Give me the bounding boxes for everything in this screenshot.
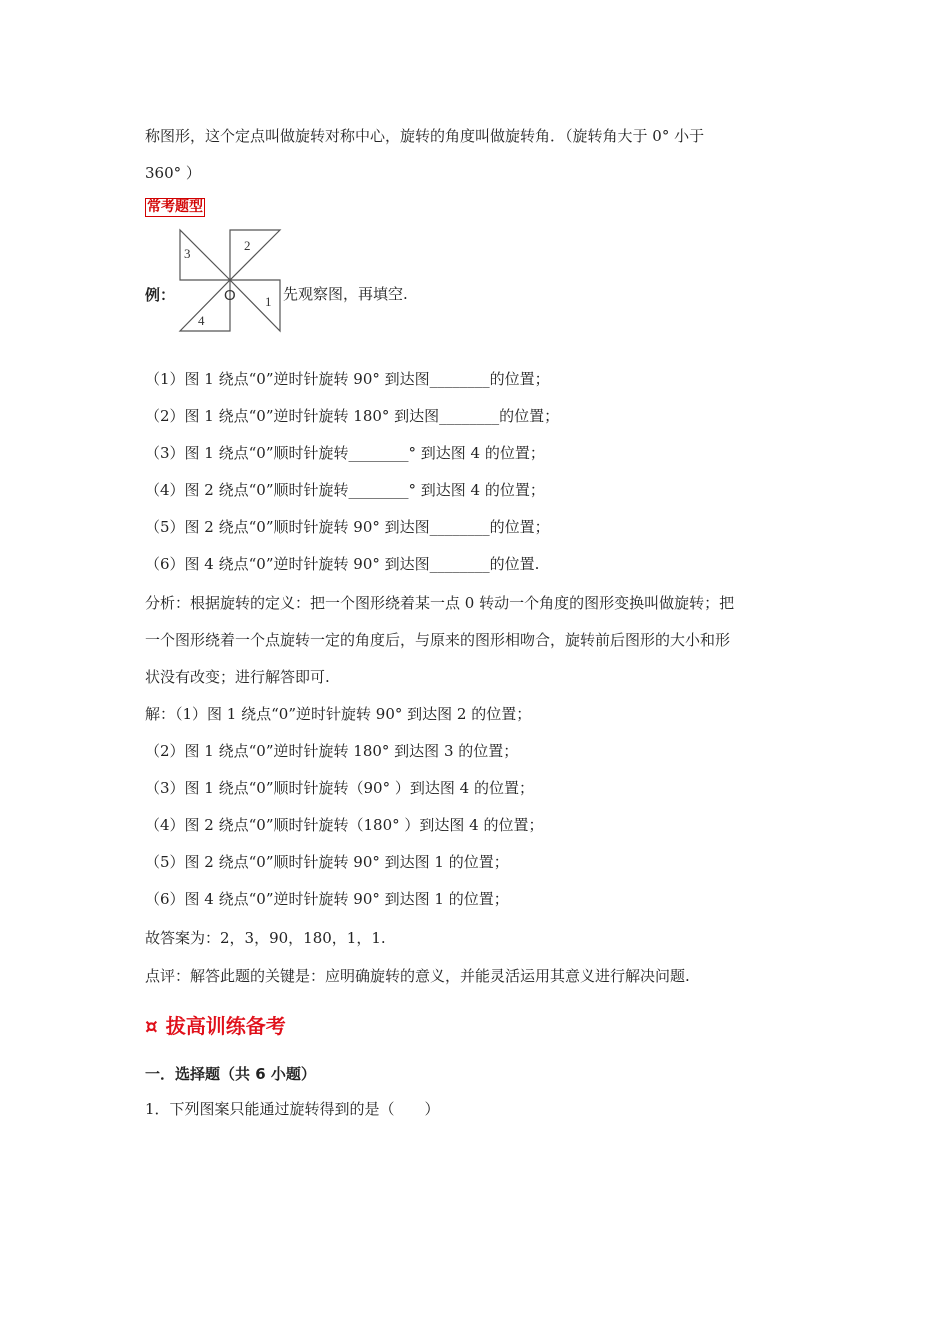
- question-3: （3）图 1 绕点“0”顺时针旋转________° 到达图 4 的位置；: [145, 444, 545, 462]
- solution-line-2: （2）图 1 绕点“0”逆时针旋转 180° 到达图 3 的位置；: [145, 742, 519, 760]
- rotation-figure: [178, 228, 282, 334]
- section-heading-text: 拔高训练备考: [165, 1014, 286, 1038]
- section-mark: ¤: [145, 1014, 158, 1038]
- question-1: （1）图 1 绕点“0”逆时针旋转 90° 到达图________的位置；: [145, 370, 550, 388]
- question-2: （2）图 1 绕点“0”逆时针旋转 180° 到达图________的位置；: [145, 407, 560, 425]
- example-label: 例：: [145, 286, 176, 304]
- figure-label-4: 4: [198, 313, 205, 328]
- subsection-heading: 一．选择题（共 6 小题）: [145, 1065, 316, 1083]
- question-6: （6）图 4 绕点“0”逆时针旋转 90° 到达图________的位置.: [145, 555, 540, 573]
- intro-line-2: 360° ）: [145, 164, 201, 182]
- triangle-1: [230, 280, 280, 331]
- question-4: （4）图 2 绕点“0”顺时针旋转________° 到达图 4 的位置；: [145, 481, 545, 499]
- figure-label-1: 1: [265, 294, 272, 309]
- solution-line-1: 解：（1）图 1 绕点“0”逆时针旋转 90° 到达图 2 的位置；: [145, 705, 532, 723]
- analysis-line-1: 分析：根据旋转的定义：把一个图形绕着某一点 0 转动一个角度的图形变换叫做旋转；把: [145, 594, 735, 612]
- practice-question-1: 1．下列图案只能通过旋转得到的是（ ）: [145, 1100, 440, 1118]
- example-instruction: 先观察图，再填空.: [283, 285, 408, 303]
- figure-label-2: 2: [244, 238, 251, 253]
- solution-line-5: （5）图 2 绕点“0”顺时针旋转 90° 到达图 1 的位置；: [145, 853, 509, 871]
- answer-line: 故答案为：2，3，90，180，1，1.: [145, 929, 386, 947]
- section-heading: [145, 1010, 286, 1039]
- analysis-line-2: 一个图形绕着一个点旋转一定的角度后，与原来的图形相吻合，旋转前后图形的大小和形: [145, 631, 731, 649]
- comment-line: 点评：解答此题的关键是：应明确旋转的意义，并能灵活运用其意义进行解决问题.: [145, 967, 690, 985]
- figure-label-3: 3: [184, 246, 191, 261]
- solution-line-3: （3）图 1 绕点“0”顺时针旋转（90° ）到达图 4 的位置；: [145, 779, 534, 797]
- triangle-4: [180, 280, 230, 331]
- solution-line-6: （6）图 4 绕点“0”逆时针旋转 90° 到达图 1 的位置；: [145, 890, 509, 908]
- question-5: （5）图 2 绕点“0”顺时针旋转 90° 到达图________的位置；: [145, 518, 550, 536]
- figure-label-center: O: [224, 287, 236, 304]
- section-badge: 常考题型: [147, 199, 203, 215]
- intro-line-1: 称图形，这个定点叫做旋转对称中心，旋转的角度叫做旋转角．（旋转角大于 0° 小于: [145, 127, 705, 145]
- triangle-2: [230, 230, 280, 280]
- solution-line-4: （4）图 2 绕点“0”顺时针旋转（180° ）到达图 4 的位置；: [145, 816, 544, 834]
- analysis-line-3: 状没有改变；进行解答即可.: [145, 668, 330, 686]
